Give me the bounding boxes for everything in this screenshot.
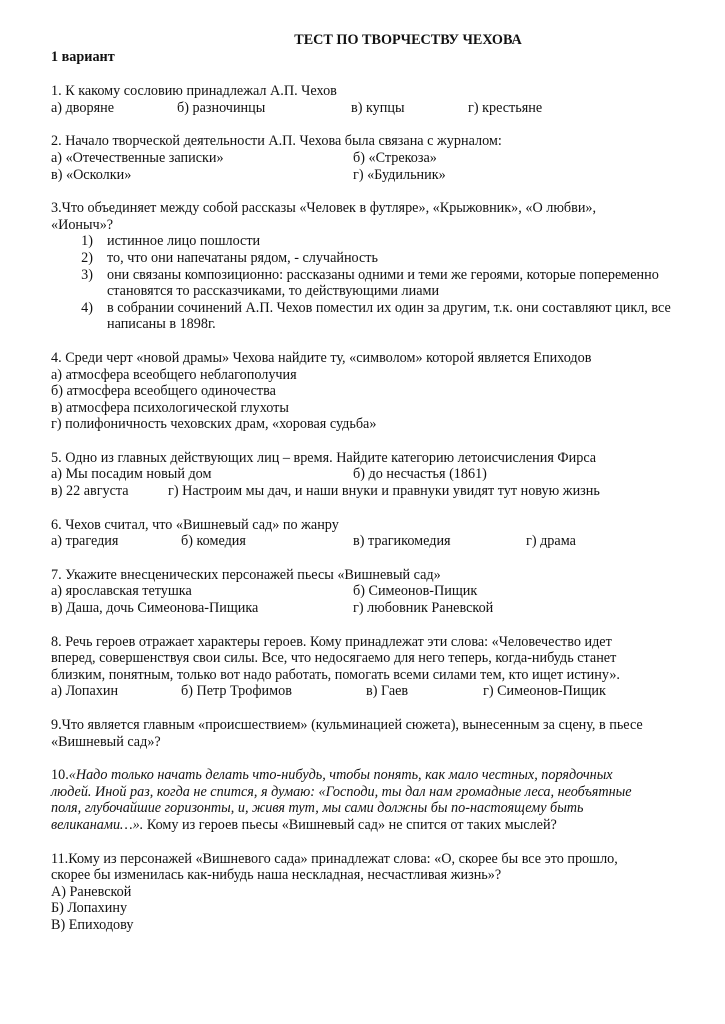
- question-9: [51, 717, 685, 750]
- question-text: Кому из героев пьесы «Вишневый сад» не спится от таких мыслей?: [143, 816, 557, 833]
- question-1: [51, 83, 685, 116]
- question-number: 10.: [51, 767, 69, 784]
- question-text: 5. Одно из главных действующих лиц – время. Найдите категорию летоисчисления Фирса: [51, 449, 597, 466]
- question-8: [51, 634, 685, 700]
- answer-options: [51, 583, 685, 600]
- list-item: [51, 233, 685, 250]
- answer-option: в) атмосфера психологической глухоты: [51, 399, 289, 416]
- list-item: [51, 267, 685, 300]
- answer-option: г) крестьяне: [468, 99, 543, 116]
- answer-option: б) Петр Трофимов: [181, 683, 292, 700]
- question-text: 3.Что объединяет между собой рассказы «Человек в футляре», «Крыжовник», «О любви»,: [51, 200, 597, 217]
- answer-option: В) Епиходову: [51, 916, 134, 933]
- answer-option: г) «Будильник»: [353, 166, 446, 183]
- question-text: 8. Речь героев отражает характеры героев. Кому принадлежат эти слова: «Человечество идет: [51, 633, 612, 650]
- question-text: 6. Чехов считал, что «Вишневый сад» по жанру: [51, 516, 339, 533]
- answer-option: в) «Осколки»: [51, 166, 132, 183]
- answer-option: в) Даша, дочь Симеонова-Пищика: [51, 600, 259, 617]
- answer-option: истинное лицо пошлости: [107, 233, 261, 250]
- answer-option: б) разночинцы: [177, 99, 266, 116]
- question-text: 9.Что является главным «происшествием» (кульминацией сюжета), вынесенным за сцену, в пьесе: [51, 717, 643, 733]
- question-10: [51, 767, 685, 833]
- question-text: скорее бы изменилась как-нибудь наша нескладная, несчастливая жизнь»?: [51, 867, 502, 884]
- question-4: [51, 350, 685, 433]
- answer-option: в) купцы: [351, 99, 405, 116]
- answer-options: [51, 466, 685, 483]
- answer-options: [51, 150, 685, 167]
- answer-option: б) до несчастья (1861): [353, 466, 487, 483]
- answer-option: в собрании сочинений А.П. Чехов поместил их один за другим, т.к. они составляют цикл, все написаны в 1898г.: [107, 299, 671, 333]
- answer-option: б) атмосфера всеобщего одиночества: [51, 383, 276, 400]
- quote-text: людей. Иной раз, когда не спится, я думаю: «Господи, ты дал нам громадные леса, необъятные: [51, 783, 632, 800]
- list-item: [51, 250, 685, 267]
- answer-option: а) атмосфера всеобщего неблагополучия: [51, 366, 297, 383]
- question-5: [51, 450, 685, 500]
- question-text: 7. Укажите внесценических персонажей пьесы «Вишневый сад»: [51, 566, 441, 583]
- answer-options: [51, 533, 685, 550]
- question-7: [51, 567, 685, 617]
- list-number: 1): [81, 233, 93, 250]
- answer-option: в) 22 августа: [51, 483, 129, 500]
- question-11: [51, 851, 685, 934]
- quote-text: «Надо только начать делать что-нибудь, чтобы понять, как мало честных, порядочных: [68, 767, 613, 784]
- answer-options: [51, 100, 685, 117]
- answer-option: А) Раневской: [51, 883, 132, 900]
- question-2: [51, 133, 685, 183]
- list-number: 3): [81, 266, 93, 283]
- answer-option: г) Симеонов-Пищик: [483, 683, 606, 700]
- question-text: вперед, совершенствуя свои силы. Все, что недосягаемо для него теперь, когда-нибудь станет: [51, 650, 617, 667]
- answer-option: а) Лопахин: [51, 683, 119, 700]
- quote-text: поля, глубочайшие горизонты, и, живя тут, мы сами должны бы по-настоящему быть: [51, 800, 584, 817]
- answer-option: г) драма: [526, 533, 576, 550]
- quote-text: великанами…».: [51, 816, 144, 833]
- question-text: 1. К какому сословию принадлежал А.П. Чехов: [51, 83, 337, 100]
- question-text: 2. Начало творческой деятельности А.П. Чехова была связана с журналом:: [51, 133, 502, 150]
- answer-option: Б) Лопахину: [51, 900, 128, 917]
- answer-option: б) Симеонов-Пищик: [353, 583, 478, 600]
- list-number: 4): [81, 299, 93, 316]
- answer-list: [51, 233, 685, 333]
- question-text: 4. Среди черт «новой драмы» Чехова найдите ту, «символом» которой является Епиходов: [51, 349, 592, 366]
- variant-label: 1 вариант: [51, 48, 115, 65]
- answer-option: а) Мы посадим новый дом: [51, 466, 212, 483]
- answer-options: [51, 167, 685, 184]
- question-3: [51, 200, 685, 333]
- question-text: 11.Кому из персонажей «Вишневого сада» принадлежат слова: «О, скорее бы все это прошло,: [51, 850, 618, 867]
- document-title: ТЕСТ ПО ТВОРЧЕСТВУ ЧЕХОВА: [294, 32, 522, 48]
- answer-option: г) полифоничность чеховских драм, «хоровая судьба»: [51, 416, 377, 433]
- answer-options: [51, 600, 685, 617]
- answer-option: б) «Стрекоза»: [353, 149, 437, 166]
- answer-option: в) Гаев: [366, 683, 409, 700]
- answer-option: а) «Отечественные записки»: [51, 149, 224, 166]
- answer-option: в) трагикомедия: [353, 533, 451, 550]
- question-text: «Ионыч»?: [51, 216, 114, 233]
- answer-option: б) комедия: [181, 533, 246, 550]
- answer-option: они связаны композиционно: рассказаны одними и теми же героями, которые попеременно становятся то рассказчиками, то действующими лиами: [107, 266, 659, 300]
- answer-options: [51, 683, 685, 700]
- answer-option: а) трагедия: [51, 533, 119, 550]
- question-text: близким, понятным, только вот надо работать, помогать всеми силами тем, кто ищет истину».: [51, 666, 620, 683]
- answer-options: [51, 483, 685, 500]
- answer-option: г) любовник Раневской: [353, 600, 494, 617]
- list-number: 2): [81, 249, 93, 266]
- answer-option: г) Настроим мы дач, и наши внуки и правнуки увидят тут новую жизнь: [168, 483, 600, 500]
- list-item: [51, 300, 685, 333]
- answer-option: то, что они напечатаны рядом, - случайность: [107, 249, 378, 266]
- answer-option: а) дворяне: [51, 99, 114, 116]
- answer-option: а) ярославская тетушка: [51, 583, 192, 600]
- question-6: [51, 517, 685, 550]
- question-text: «Вишневый сад»?: [51, 733, 161, 750]
